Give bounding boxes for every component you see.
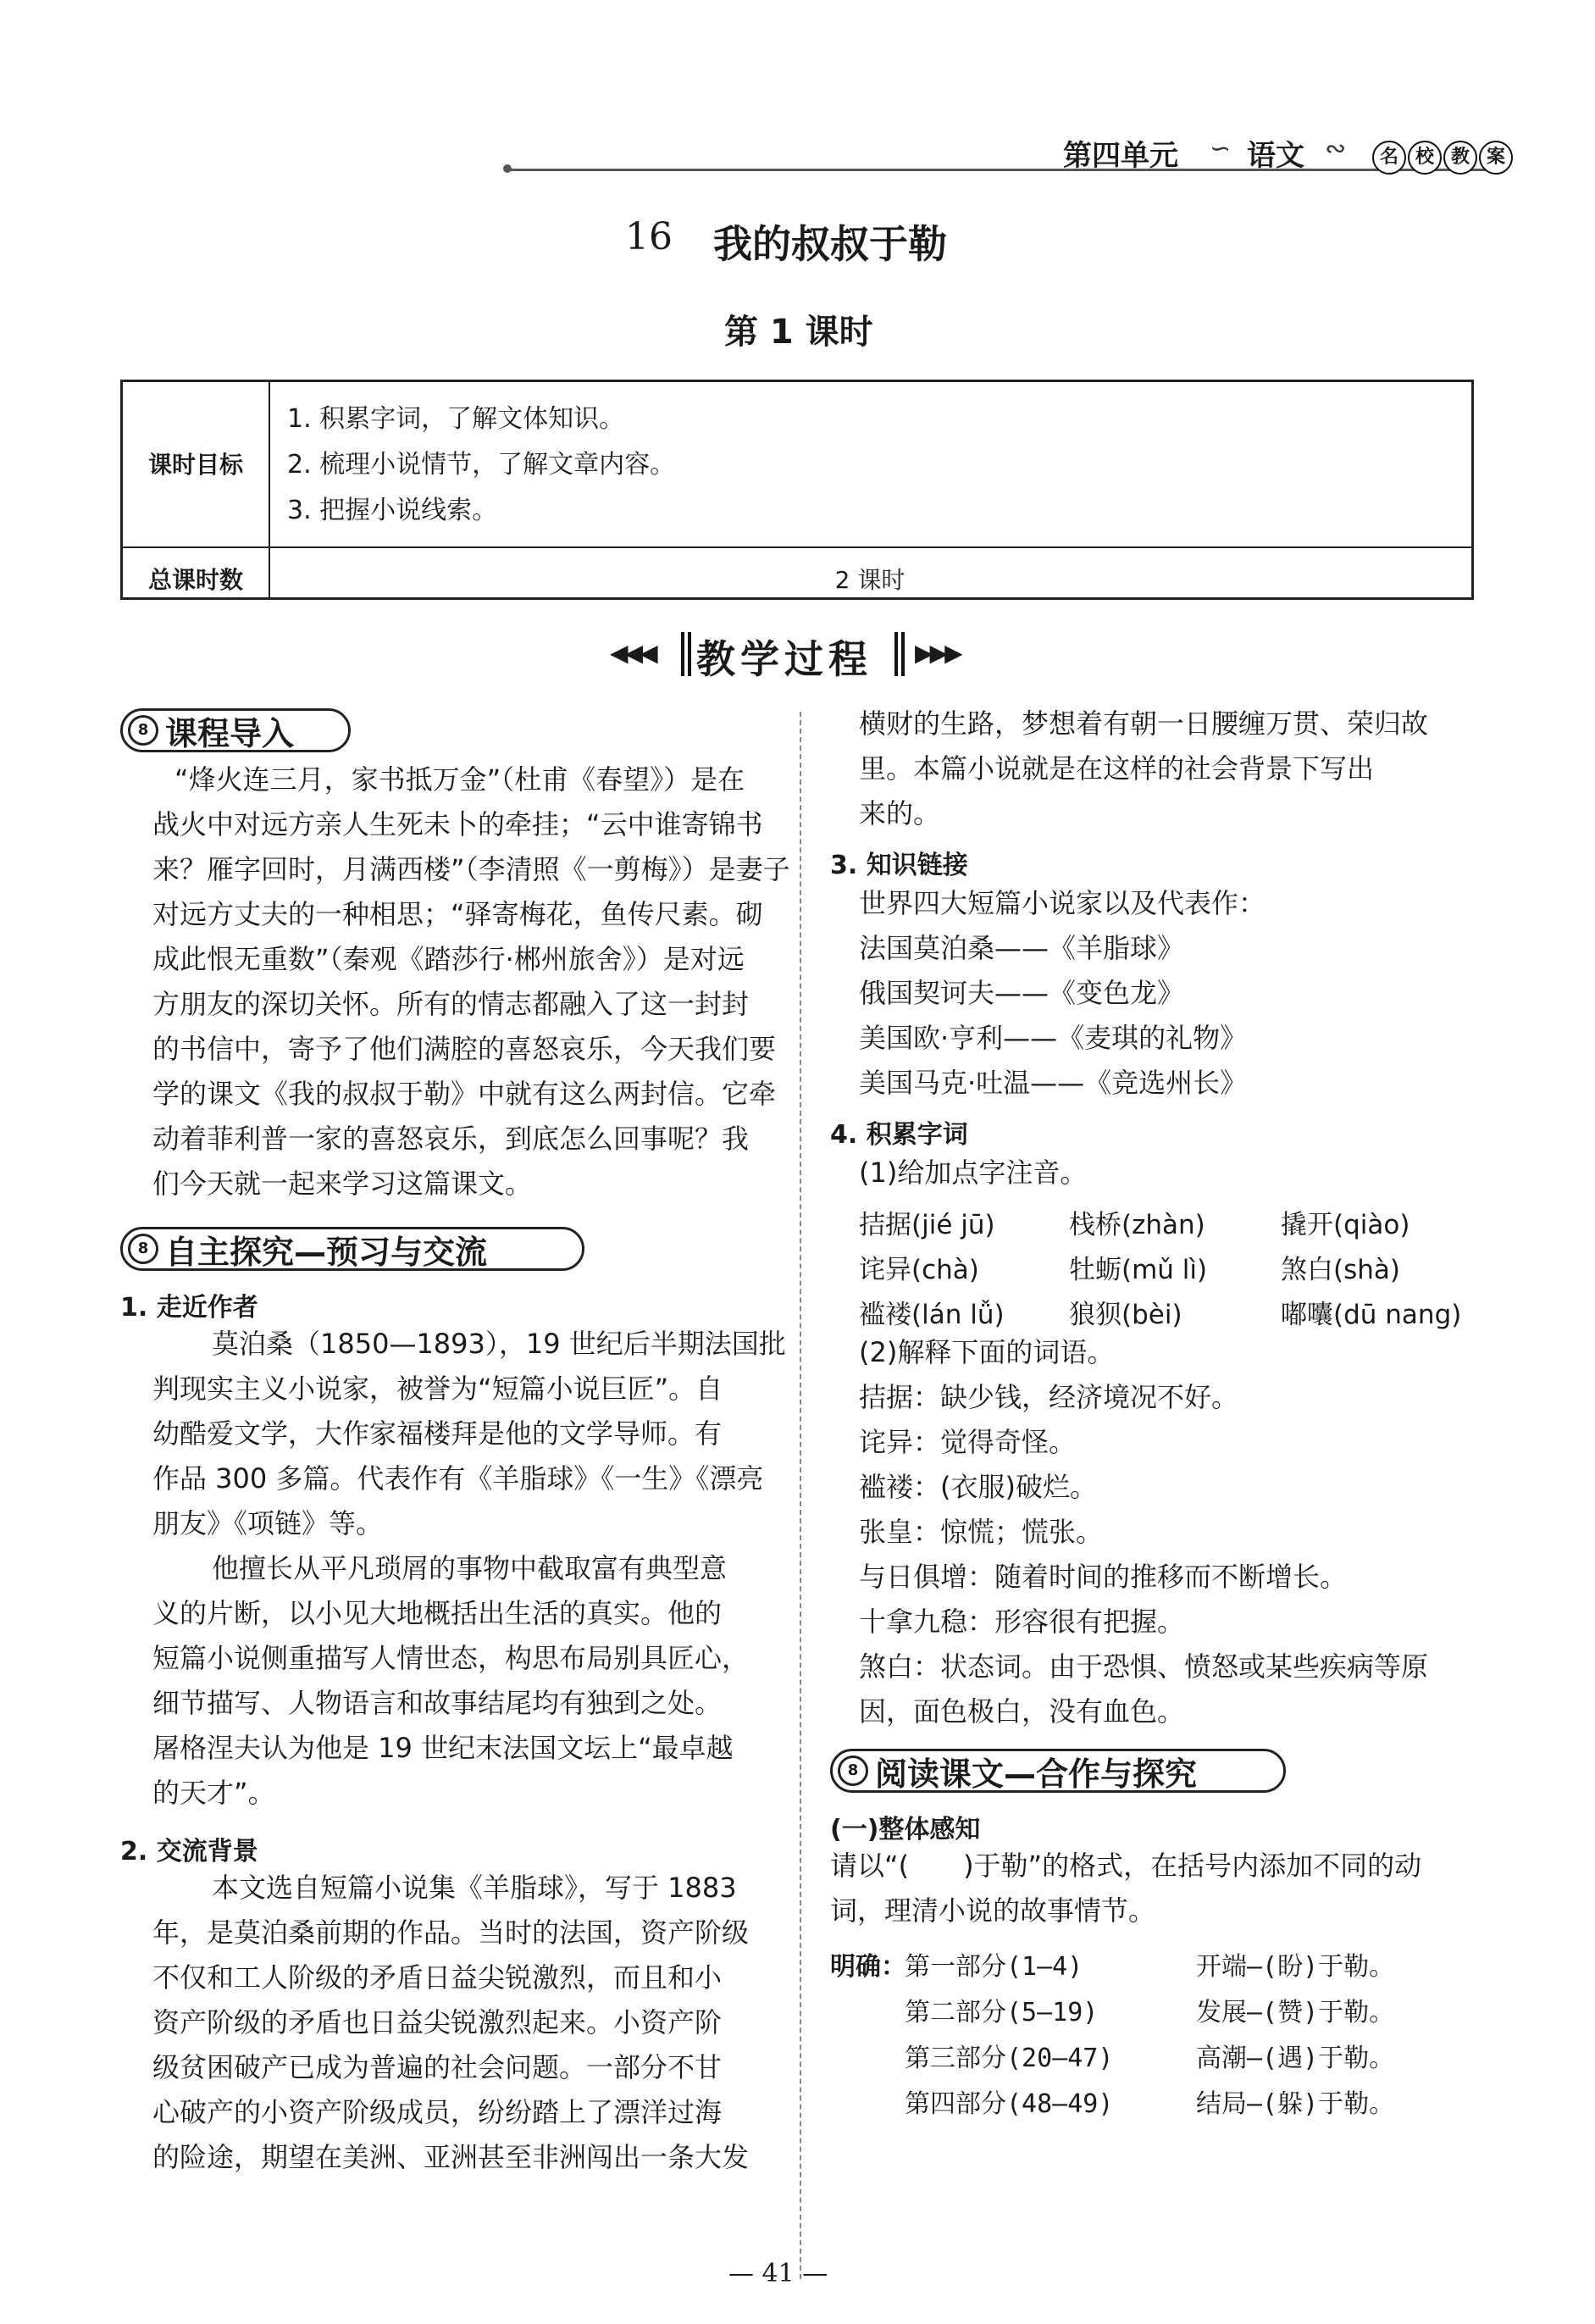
pinyin-item: 煞白(shà) <box>1281 1255 1400 1285</box>
arrows-right-icon: ▶▶▶ <box>915 639 960 667</box>
banner-bar <box>901 632 905 676</box>
pinyin-item: 褴褛(lán lǚ) <box>859 1300 1005 1330</box>
period-title: 第 1 课时 <box>724 313 873 352</box>
brand-char: 名 <box>1372 141 1406 175</box>
author-line: 义的片断，以小见大地概括出生活的真实。他的 <box>152 1597 723 1629</box>
banner-bar <box>894 632 898 676</box>
intro-line: 动着菲利普一家的喜怒哀乐，到底怎么回事呢？我 <box>152 1123 750 1155</box>
definition-line: 煞白：状态词。由于恐惧、愤怒或某些疾病等原 <box>859 1650 1429 1683</box>
author-heading: 1. 走近作者 <box>120 1293 258 1323</box>
background-line: 的险途，期望在美洲、亚洲甚至非洲闯出一条大发 <box>152 2141 750 2173</box>
prompt-line: 词，理清小说的故事情节。 <box>830 1894 1156 1927</box>
banner-title: 教学过程 <box>696 636 872 682</box>
pinyin-item: 狼狈(bèi) <box>1069 1300 1182 1330</box>
goal-item: 3. 把握小说线索。 <box>287 496 498 525</box>
background-line: 里。本篇小说就是在这样的社会背景下写出 <box>859 752 1375 785</box>
lesson-number: 16 <box>625 215 673 258</box>
answer-part: 第三部分(20—47) <box>905 2044 1114 2073</box>
page-number: — 41 — <box>728 2259 828 2288</box>
section-tag-self-study <box>120 1227 584 1271</box>
intro-line: 来？雁字回时，月满西楼”（李清照《一剪梅》）是妻子 <box>152 853 790 885</box>
lesson-title: 我的叔叔于勒 <box>713 221 947 267</box>
section-title: 自主探究—预习与交流 <box>165 1233 488 1271</box>
brand-char: 教 <box>1443 141 1477 175</box>
background-heading: 2. 交流背景 <box>120 1837 258 1866</box>
section-icon: 8 <box>128 1234 158 1264</box>
prompt-line: 请以“( )于勒”的格式，在括号内添加不同的动 <box>830 1850 1422 1882</box>
definition-line: 褴褛：(衣服)破烂。 <box>859 1471 1097 1503</box>
intro-line: 对远方丈夫的一种相思；“驿寄梅花，鱼传尺素。砌 <box>152 898 763 930</box>
total-value: 2 课时 <box>834 566 905 594</box>
answer-part: 第二部分(5—19) <box>905 1998 1099 2027</box>
brand-badge <box>1372 141 1513 175</box>
section-icon: 8 <box>838 1755 868 1786</box>
arrows-left-icon: ◀◀◀ <box>610 639 655 667</box>
author-line: 朋友》《项链》等。 <box>152 1507 384 1539</box>
author-line: 判现实主义小说家，被誉为“短篇小说巨匠”。自 <box>152 1373 723 1405</box>
background-line: 资产阶级的矛盾也日益尖锐激烈起来。小资产阶 <box>152 2006 723 2038</box>
author-line: 莫泊桑（1850—1893），19 世纪后半期法国批 <box>212 1328 786 1360</box>
background-line: 横财的生路，梦想着有朝一日腰缠万贯、荣归故 <box>859 707 1429 740</box>
pinyin-item: 栈桥(zhàn) <box>1069 1210 1205 1240</box>
link-line: 世界四大短篇小说家以及代表作： <box>859 887 1266 919</box>
link-line: 俄国契诃夫——《变色龙》 <box>859 977 1185 1009</box>
definition-line: 拮据：缺少钱，经济境况不好。 <box>859 1381 1239 1413</box>
answer-stage: 发展—(赞)于勒。 <box>1196 1998 1395 2027</box>
define-prompt: (2)解释下面的词语。 <box>859 1336 1115 1368</box>
intro-line: 方朋友的深切关怀。所有的情志都融入了这一封封 <box>152 988 750 1020</box>
intro-line: 战火中对远方亲人生死未卜的牵挂；“云中谁寄锦书 <box>152 808 763 840</box>
section-banner <box>610 629 1000 682</box>
answer-part: 第四部分(48—49) <box>905 2089 1114 2119</box>
pinyin-item: 诧异(chà) <box>859 1255 979 1285</box>
background-line: 来的。 <box>859 797 941 829</box>
brand-char: 案 <box>1479 141 1513 175</box>
section-tag-reading <box>830 1749 1286 1793</box>
intro-line: 成此恨无重数”（秦观《踏莎行·郴州旅舍》）是对远 <box>152 943 745 975</box>
intro-line: 学的课文《我的叔叔于勒》中就有这么两封信。它牵 <box>152 1078 777 1110</box>
background-line: 本文选自短篇小说集《羊脂球》，写于 1883 <box>212 1872 737 1904</box>
part-heading: (一)整体感知 <box>830 1815 981 1844</box>
swirl-right-icon: ∾ <box>1325 134 1347 164</box>
vocab-heading: 4. 积累字词 <box>830 1120 968 1150</box>
author-line: 短篇小说侧重描写人情世态，构思布局别具匠心， <box>152 1642 750 1674</box>
background-line: 不仅和工人阶级的矛盾日益尖锐激烈，而且和小 <box>152 1961 723 1994</box>
total-label: 总课时数 <box>147 566 243 594</box>
link-line: 美国马克·吐温——《竞选州长》 <box>859 1067 1248 1099</box>
definition-line: 诧异：觉得奇怪。 <box>859 1426 1077 1458</box>
pinyin-item: 牡蛎(mǔ lì) <box>1069 1255 1208 1285</box>
column-separator <box>800 712 801 2279</box>
link-line: 法国莫泊桑——《羊脂球》 <box>859 932 1185 964</box>
definition-line: 与日俱增：随着时间的推移而不断增长。 <box>859 1561 1348 1593</box>
intro-line: “烽火连三月，家书抵万金”（杜甫《春望》）是在 <box>174 763 745 796</box>
author-line: 屠格涅夫认为他是 19 世纪末法国文坛上“最卓越 <box>152 1732 734 1764</box>
author-line: 他擅长从平凡琐屑的事物中截取富有典型意 <box>212 1552 728 1584</box>
author-line: 的天才”。 <box>152 1777 275 1809</box>
section-title: 阅读课文—合作与探究 <box>875 1755 1198 1793</box>
link-heading: 3. 知识链接 <box>830 851 968 880</box>
definition-line: 张皇：惊慌；慌张。 <box>859 1516 1104 1548</box>
section-tag-intro <box>120 708 351 752</box>
background-line: 年，是莫泊桑前期的作品。当时的法国，资产阶级 <box>152 1916 750 1949</box>
banner-bar <box>681 632 684 676</box>
definition-line: 十拿九稳：形容很有把握。 <box>859 1606 1185 1638</box>
background-line: 级贫困破产已成为普遍的社会问题。一部分不甘 <box>152 2051 723 2083</box>
answer-stage: 高潮—(遇)于勒。 <box>1196 2044 1395 2073</box>
author-line: 作品 300 多篇。代表作有《羊脂球》《一生》《漂亮 <box>152 1462 764 1495</box>
pinyin-item: 拮据(jié jū) <box>859 1210 995 1240</box>
author-line: 幼酷爱文学，大作家福楼拜是他的文学导师。有 <box>152 1417 723 1450</box>
pinyin-item: 嘟囔(dū nang) <box>1281 1300 1462 1330</box>
answer-part: 第一部分(1—4) <box>905 1952 1083 1982</box>
brand-char: 校 <box>1408 141 1442 175</box>
intro-line: 们今天就一起来学习这篇课文。 <box>152 1168 533 1200</box>
link-line: 美国欧·亨利——《麦琪的礼物》 <box>859 1022 1248 1054</box>
definition-line: 因，面色极白，没有血色。 <box>859 1695 1185 1728</box>
goal-item: 1. 积累字词，了解文体知识。 <box>287 404 625 434</box>
answer-stage: 结局—(躲)于勒。 <box>1196 2089 1395 2119</box>
unit-label: 第四单元 <box>1063 139 1178 173</box>
section-title: 课程导入 <box>165 714 295 752</box>
table-divider <box>123 546 1471 548</box>
goal-item: 2. 梳理小说情节，了解文章内容。 <box>287 450 676 480</box>
answer-label: 明确： <box>830 1952 906 1982</box>
pinyin-prompt: (1)给加点字注音。 <box>859 1156 1088 1189</box>
section-icon: 8 <box>128 715 158 746</box>
header-rule <box>508 169 1491 171</box>
goal-table <box>120 380 1474 600</box>
subject-label: 语文 <box>1247 139 1304 173</box>
goal-label: 课时目标 <box>147 451 243 479</box>
pinyin-item: 撬开(qiào) <box>1281 1210 1410 1240</box>
background-line: 心破产的小资产阶级成员，纷纷踏上了漂洋过海 <box>152 2096 723 2128</box>
answer-stage: 开端—(盼)于勒。 <box>1196 1952 1395 1982</box>
banner-bar <box>688 632 691 676</box>
author-line: 细节描写、人物语言和故事结尾均有独到之处。 <box>152 1687 723 1719</box>
swirl-left-icon: ∽ <box>1210 134 1232 164</box>
intro-line: 的书信中，寄予了他们满腔的喜怒哀乐，今天我们要 <box>152 1033 777 1065</box>
